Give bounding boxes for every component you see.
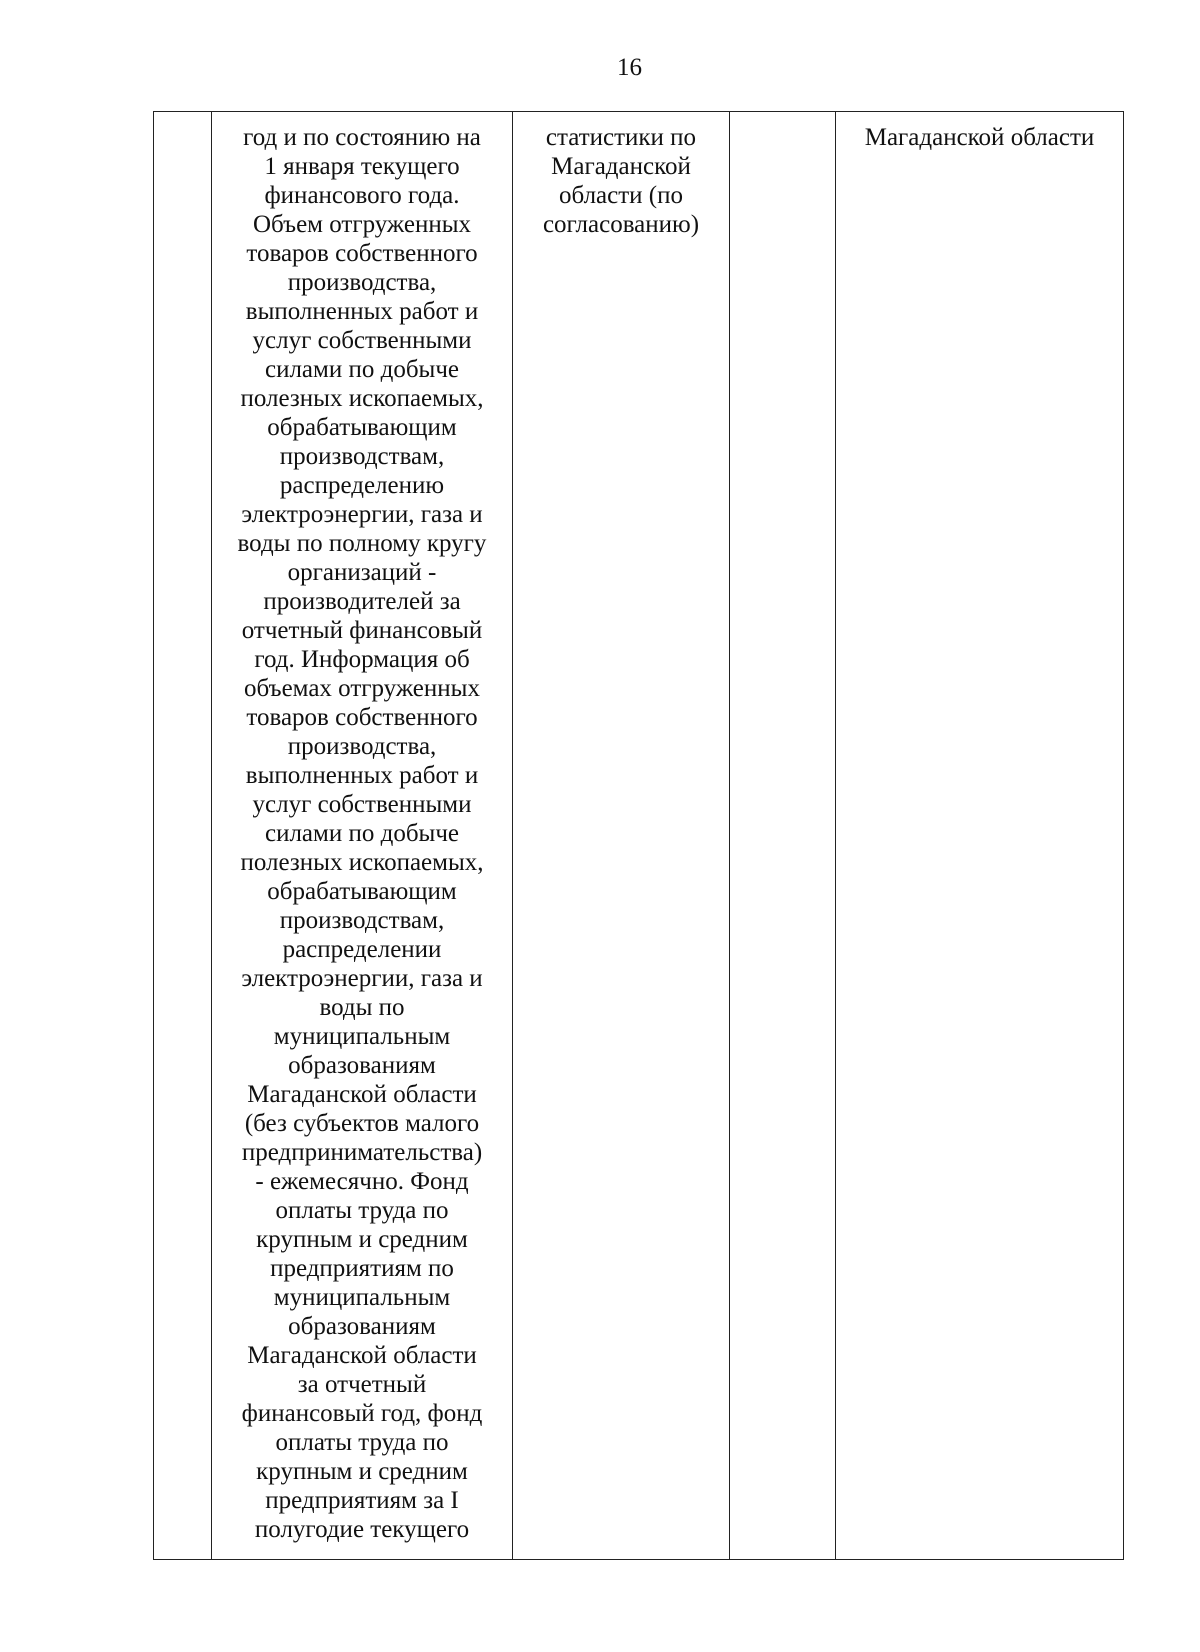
cell-col2-line: товаров собственного <box>246 704 478 731</box>
cell-col2-line: крупным и средним <box>256 1458 468 1485</box>
cell-col2-line: производствам, <box>279 907 445 934</box>
cell-col5-text: Магаданской области <box>864 124 1095 151</box>
cell-col2-line: оплаты труда по <box>275 1197 449 1224</box>
cell-col2-line: производства, <box>287 733 437 760</box>
cell-col2-line: обрабатывающим <box>267 878 457 905</box>
cell-col3-line: Магаданской <box>551 153 691 180</box>
table-row <box>154 112 1124 1560</box>
cell-col2-line: производствам, <box>279 443 445 470</box>
cell-col2-line: финансовый год, фонд <box>241 1400 483 1427</box>
document-table <box>153 111 1124 1560</box>
cell-col2-line: год. Информация об <box>254 646 470 673</box>
table-cell-col5 <box>836 112 1124 1560</box>
table-cell-col3 <box>513 112 730 1560</box>
cell-col2-line: - ежемесячно. Фонд <box>255 1168 469 1195</box>
cell-col3-line: согласованию) <box>542 211 700 238</box>
cell-col2-line: распределении <box>282 936 442 963</box>
cell-col4-text <box>730 112 835 123</box>
cell-col2-line: услуг собственными <box>252 327 472 354</box>
cell-col3-line: области (по <box>558 182 684 209</box>
cell-col2-line: Магаданской области <box>247 1081 477 1108</box>
cell-col2-line: образованиям <box>288 1313 436 1340</box>
cell-col2-line: крупным и средним <box>256 1226 468 1253</box>
cell-col2-line: финансового года. <box>264 182 460 209</box>
cell-col2-line: производства, <box>287 269 437 296</box>
table-cell-col1 <box>154 112 212 1560</box>
cell-col2-line: выполненных работ и <box>245 298 479 325</box>
cell-col2-line: объемах отгруженных <box>244 675 480 702</box>
cell-col2-line: воды по полному кругу <box>237 530 487 557</box>
cell-col2-line: выполненных работ и <box>245 762 479 789</box>
cell-col2-line: силами по добыче <box>264 356 460 383</box>
cell-col2-line: предприятиям за I <box>265 1487 459 1514</box>
cell-col3-text <box>513 112 729 239</box>
cell-col2-line: обрабатывающим <box>267 414 457 441</box>
cell-col2-line: год и по состоянию на <box>243 124 481 151</box>
cell-col2-text <box>212 112 512 1544</box>
table-cell-col4 <box>730 112 836 1560</box>
cell-col3-line: статистики по <box>545 124 697 151</box>
table-cell-col2 <box>212 112 513 1560</box>
cell-col2-line: воды по <box>319 994 405 1021</box>
cell-col2-line: предприятиям по <box>270 1255 454 1282</box>
cell-col2-line: Магаданской области <box>247 1342 477 1369</box>
cell-col2-line: Объем отгруженных <box>252 211 472 238</box>
cell-col2-line: электроэнергии, газа и <box>241 501 483 528</box>
cell-col2-line: силами по добыче <box>264 820 460 847</box>
cell-col2-line: муниципальным <box>273 1284 451 1311</box>
cell-col2-line: предпринимательства) <box>241 1139 483 1166</box>
cell-col2-line: 1 января текущего <box>264 153 460 180</box>
cell-col2-line: (без субъектов малого <box>244 1110 480 1137</box>
cell-col2-line: отчетный финансовый <box>241 617 483 644</box>
cell-col2-line: оплаты труда по <box>275 1429 449 1456</box>
cell-col2-line: муниципальным <box>273 1023 451 1050</box>
cell-col2-line: производителей за <box>263 588 461 615</box>
cell-col2-line: организаций - <box>287 559 437 586</box>
cell-col2-line: полезных ископаемых, <box>240 849 484 876</box>
cell-col2-line: электроэнергии, газа и <box>241 965 483 992</box>
page-number: 16 <box>617 54 642 81</box>
cell-col2-line: за отчетный <box>297 1371 427 1398</box>
cell-col2-line: образованиям <box>288 1052 436 1079</box>
cell-col2-line: товаров собственного <box>246 240 478 267</box>
cell-col1-text <box>154 112 211 123</box>
cell-col2-line: полезных ископаемых, <box>240 385 484 412</box>
cell-col2-line: полугодие текущего <box>254 1516 470 1543</box>
cell-col2-line: услуг собственными <box>252 791 472 818</box>
cell-col2-line: распределению <box>279 472 445 499</box>
